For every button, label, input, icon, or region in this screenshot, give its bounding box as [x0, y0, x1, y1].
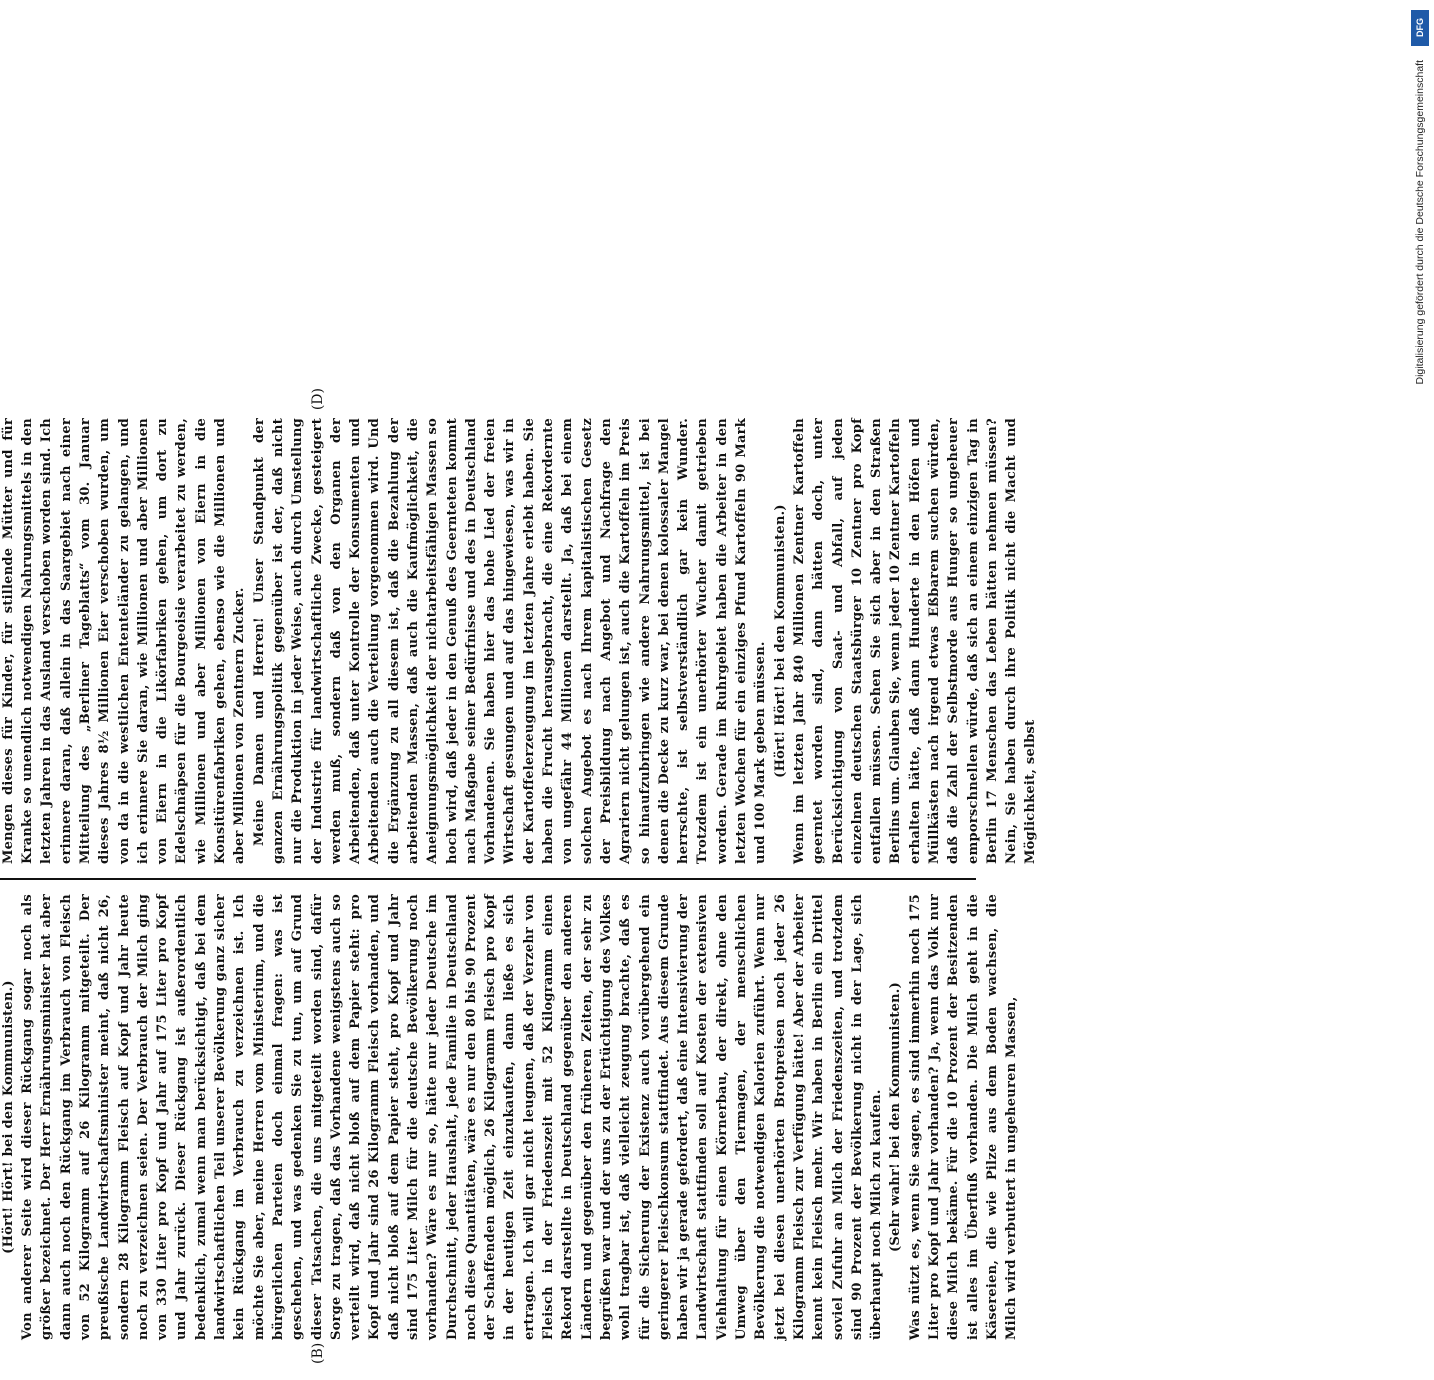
dfg-logo: DFG	[1411, 10, 1429, 46]
right-text-column	[0, 418, 1039, 864]
column-divider	[0, 878, 976, 880]
left-text-column	[0, 894, 1020, 1340]
credit-text: Digitalisierung gefördert durch die Deutsche Forschungsgemeinschaft	[1414, 60, 1426, 385]
paragraph: Wenn im letzten Jahr 840 Millionen Zentner Kartoffeln geerntet worden sind, dann hätten doch, unter Berücksichtigung von Saat- und Abfall, auf jeden einzelnen deutschen Staatsbürger 10 Zentner pro Kopf entfallen müssen. Sehen Sie sich aber in den Straßen Berlins um. Glauben Sie, wenn jeder 10 Zentner Kartoffeln erhalten hätte, daß dann Hunderte in den Höfen und Müllkästen nach irgend etwas Eßbarem suchen würden, daß die Zahl der Selbstmorde aus Hunger so ungeheuer emporschnellen würde, daß sich an einem einzigen Tag in Berlin 17 Menschen das Leben hätten nehmen müssen? Nein, Sie haben durch ihre Politik nicht die Macht und Möglichkeit, selbst	[791, 418, 1039, 864]
margin-marker-d: (D)	[310, 388, 326, 411]
margin-marker-b: (B)	[310, 1342, 326, 1364]
paragraph: Von anderer Seite wird dieser Rückgang sogar noch als größer bezeichnet. Der Herr Ernährungsminister hat aber dann auch noch den Rückgang im Verbrauch von Fleisch von 52 Kilogramm auf 26 Kilogramm mitgeteilt. Der preußische Landwirtschaftsminister meint, daß nicht 26, sondern 28 Kilogramm Fleisch auf Kopf und Jahr heute noch zu verzeichnen seien. Der Verbrauch der Milch ging von 330 Liter pro Kopf und Jahr auf 175 Liter pro Kopf und Jahr zurück. Dieser Rückgang ist außerordentlich bedenklich, zumal wenn man berücksichtigt, daß bei dem landwirtschaftlichen Teil unserer Bevölkerung ganz sicher kein Rückgang im Verbrauch zu verzeichnen ist. Ich möchte Sie aber, meine Herren vom Ministerium, und die bürgerlichen Parteien doch einmal fragen: was ist geschehen, und was gedenken Sie zu tun, um auf Grund dieser Tatsachen, die uns mitgeteilt worden sind, dafür Sorge zu tragen, daß das Vorhandene wenigstens auch so verteilt wird, daß nicht bloß auf dem Papier steht: pro Kopf und Jahr sind 26 Kilogramm Fleisch vorhanden, und daß nicht bloß auf dem Papier steht, pro Kopf und Jahr sind 175 Liter Milch für die deutsche Bevölkerung noch vorhanden? Wäre es nur so, hätte nur jeder Deutsche im Durchschnitt, jeder Haushalt, jede Familie in Deutschland noch diese Quantitäten, wäre es nur den 80 bis 90 Prozent der Schaffenden möglich, 26 Kilogramm Fleisch pro Kopf in der heutigen Zeit einzukaufen, dann ließe es sich ertragen. Ich will gar nicht leugnen, daß der Verzehr von Fleisch in der Friedenszeit mit 52 Kilogramm einen Rekord darstellte in Deutschland gegenüber den anderen Ländern und gegenüber den früheren Zeiten, der sehr zu begrüßen war und der uns zu der Ertüchtigung des Volkes wohl tragbar ist, daß vielleicht zeugung brachte, daß es für die Sicherung der Existenz auch vorübergehend ein geringerer Fleischkonsum stattfindet. Aus diesem Grunde haben wir ja gerade gefordert, daß eine Intensivierung der Landwirtschaft stattfinden soll auf Kosten der extensiven Viehhaltung für einen Körnerbau, der direkt, ohne den Umweg über den Tiermagen, der menschlichen Bevölkerung die notwendigen Kalorien zuführt. Wenn nur jetzt bei diesen unerhörten Brotpreisen noch jeder 26 Kilogramm Fleisch zur Verfügung hätte! Aber der Arbeiter kennt kein Fleisch mehr. Wir haben in Berlin ein Drittel soviel Zufuhr an Milch der Friedenszeiten, und trotzdem sind 90 Prozent der Bevölkerung nicht in der Lage, sich überhaupt noch Milch zu kaufen.	[20, 894, 885, 1340]
interjection: (Hört! Hört! bei den Kommunisten.)	[772, 504, 788, 778]
paragraph: Meine Damen und Herren! Unser Standpunkt der ganzen Ernährungspolitik gegenüber ist der, daß nicht nur die Produktion in jeder Weise, auch durch Umstellung der Industrie für landwirtschaftliche Zwecke, gesteigert werden muß, sondern daß von den Organen der Arbeitenden, daß unter Kontrolle der Konsumenten und Arbeitenden auch die Verteilung vorgenommen wird. Und die Ergänzung zu all diesem ist, daß die Bezahlung der arbeitenden Massen, daß auch die Kaufmöglichkeit, die Aneignungsmöglichkeit der nichtarbeitsfähigen Massen so hoch wird, daß jeder in den Genuß des Geernteten kommt nach Maßgabe seiner Bedürfnisse und des in Deutschland Vorhandenen. Sie haben hier das hohe Lied der freien Wirtschaft gesungen und auf das hingewiesen, was wir in der Kartoffelerzeugung im letzten Jahre erlebt haben. Sie haben die Frucht herausgebracht, die eine Rekordernte von ungefähr 44 Millionen darstellt. Ja, daß bei einem solchen Angebot es nach Ihrem kapitalistischen Gesetz der Preisbildung nach Angebot und Nachfrage den Agrariern nicht gelungen ist, auch die Kartoffeln im Preis so hinaufzubringen wie andere Nahrungsmittel, ist bei denen die Decke zu kurz war, bei denen kolossaler Mangel herrschte, ist selbstverständlich gar kein Wunder. Trotzdem ist ein unerhörter Wucher damit getrieben worden. Gerade im Ruhrgebiet haben die Arbeiter in den letzten Wochen für ein einziges Pfund Kartoffeln 90 Mark und 100 Mark geben müssen.	[251, 418, 769, 864]
paragraph: Mengen dieses für Kinder, für stillende Mütter und für Kranke so unendlich notwendigen Nahrungsmittels in den letzten Jahren in das Ausland verschoben worden sind. Ich erinnere daran, daß allein in das Saargebiet nach einer Mitteilung des „Berliner Tageblatts“ vom 30. Januar dieses Jahres 8½ Millionen Eier verschoben wurden, um von da in die westlichen Ententeländer zu gelangen, und ich erinnere Sie daran, wie Millionen und aber Millionen von Eiern in die Likörfabriken gehen, um dort zu Edelschnäpsen für die Bourgeoisie verarbeitet zu werden, wie Millionen und aber Millionen von Eiern in die Konsitürenfabriken gehen, ebenso wie die Millionen und aber Millionen von Zentnern Zucker.	[0, 418, 248, 864]
digitization-credit	[1408, 0, 1434, 1000]
interjection: (Sehr wahr! bei den Kommunisten.)	[888, 982, 904, 1252]
interjection: (Hört! Hört! bei den Kommunisten.)	[0, 980, 16, 1254]
document-page	[0, 380, 1039, 1380]
paragraph: Was nützt es, wenn Sie sagen, es sind immerhin noch 175 Liter pro Kopf und Jahr vorhanden? Ja, wenn das Volk nur diese Milch bekäme. Für die 10 Prozent der Besitzenden ist alles im Überfluß vorhanden. Die Milch geht in die Käsereien, die wie Pilze aus dem Boden wachsen, die Milch wird verbuttert in ungeheuren Massen,	[907, 894, 1020, 1340]
